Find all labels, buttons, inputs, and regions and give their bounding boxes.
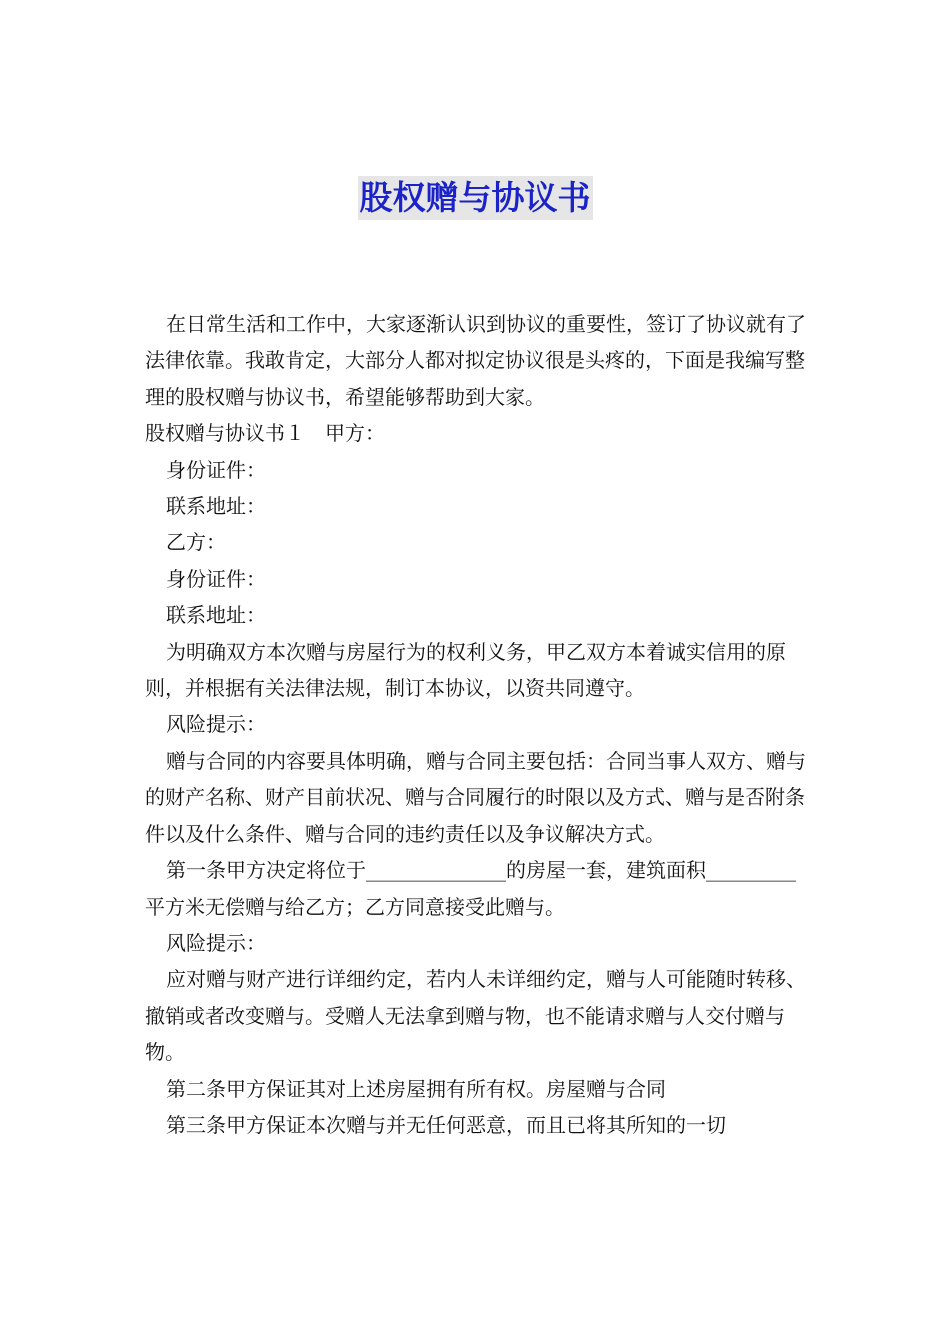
paragraph-article-3: 第三条甲方保证本次赠与并无任何恶意，而且已将其所知的一切 <box>166 1112 726 1137</box>
paragraph-intro: 在日常生活和工作中，大家逐渐认识到协议的重要性，签订了协议就有了法律依靠。我敢肯定，大部分人都对拟定协议很是头疼的，下面是我编写整理的股权赠与协议书，希望能够帮助到大家。 <box>145 312 806 409</box>
paragraph-article-1: 第一条甲方决定将位于______________的房屋一套，建筑面积_________平方米无偿赠与给乙方；乙方同意接受此赠与。 <box>145 858 796 919</box>
paragraph-risk-notice-2: 风险提示： <box>166 930 266 955</box>
title-container <box>0 176 950 220</box>
paragraph-risk-notice-1: 风险提示： <box>166 712 266 737</box>
paragraph-party-b: 乙方： <box>166 530 226 555</box>
paragraph-risk-text-2: 应对赠与财产进行详细约定，若内人未详细约定，赠与人可能随时转移、撤销或者改变赠与。受赠人无法拿到赠与物，也不能请求赠与人交付赠与物。 <box>145 967 806 1065</box>
document-body <box>145 306 810 1143</box>
paragraph-party-b-id: 身份证件： <box>166 566 266 591</box>
paragraph-purpose: 为明确双方本次赠与房屋行为的权利义务，甲乙双方本着诚实信用的原则，并根据有关法律法规，制订本协议，以资共同遵守。 <box>145 639 786 701</box>
paragraph-party-a-id: 身份证件： <box>166 457 266 482</box>
paragraph-heading-agreement-1: 股权赠与协议书１ 甲方： <box>145 421 385 446</box>
paragraph-risk-text-1: 赠与合同的内容要具体明确，赠与合同主要包括：合同当事人双方、赠与的财产名称、财产目前状况、赠与合同履行的时限以及方式、赠与是否附条件以及什么条件、赠与合同的违约责任以及争议解决方式。 <box>145 748 806 846</box>
document-title: 股权赠与协议书 <box>358 176 593 220</box>
paragraph-article-2: 第二条甲方保证其对上述房屋拥有所有权。房屋赠与合同 <box>166 1076 666 1101</box>
paragraph-party-a-address: 联系地址： <box>166 494 266 519</box>
paragraph-party-b-address: 联系地址： <box>166 603 266 628</box>
